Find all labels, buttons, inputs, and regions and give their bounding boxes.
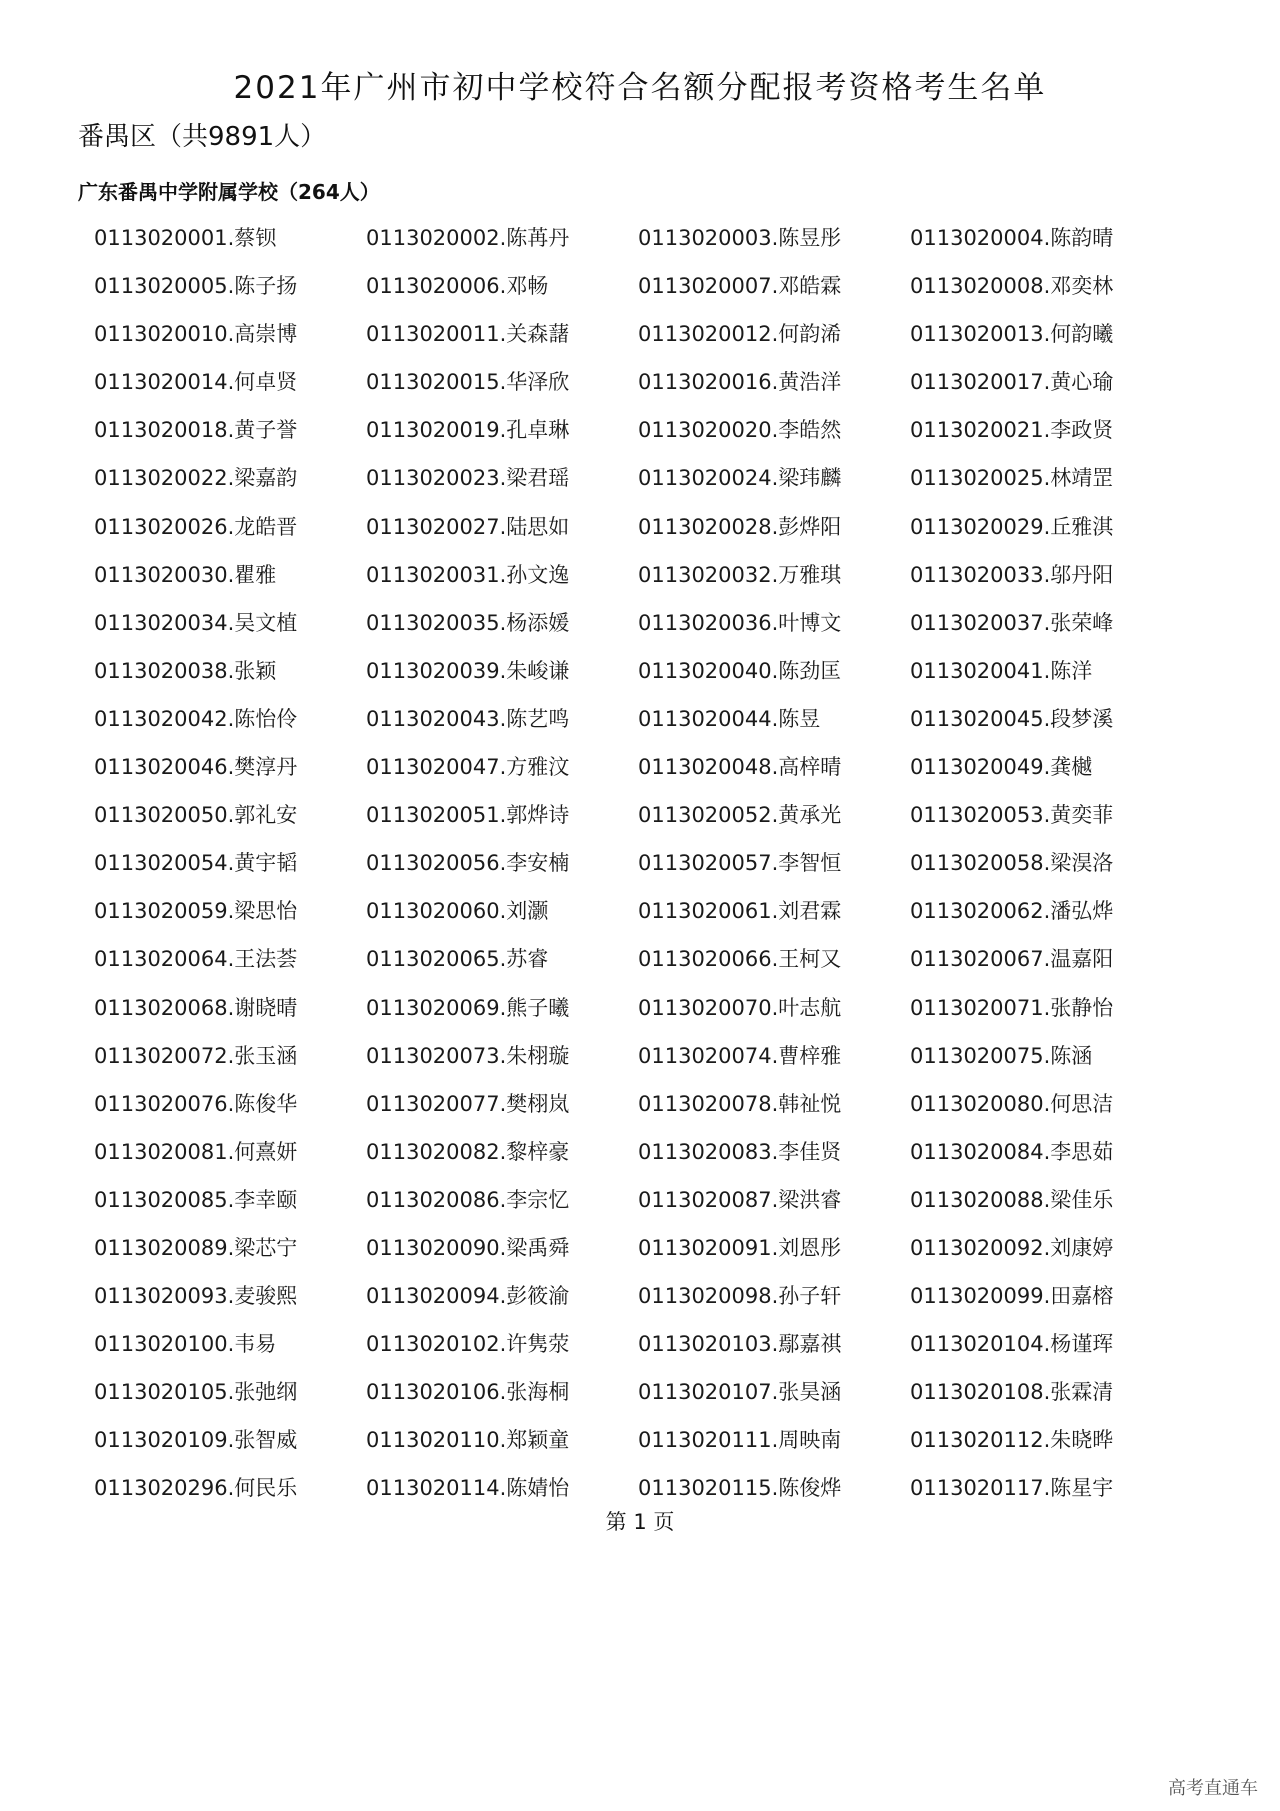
student-entry: 0113020083.李佳贤 — [638, 1139, 842, 1164]
student-entry: 0113020074.曹梓雅 — [638, 1043, 842, 1068]
student-entry: 0113020087.梁洪睿 — [638, 1187, 842, 1212]
student-entry: 0113020026.龙皓晋 — [94, 514, 298, 539]
student-entry: 0113020010.高崇博 — [94, 322, 298, 347]
student-entry: 0113020109.张智威 — [94, 1428, 298, 1453]
student-entry: 0113020080.何思洁 — [910, 1091, 1114, 1116]
student-entry: 0113020046.樊淳丹 — [94, 755, 298, 780]
student-entry: 0113020033.邬丹阳 — [910, 562, 1114, 587]
student-entry: 0113020093.麦骏熙 — [94, 1284, 298, 1309]
student-entry: 0113020064.王法荟 — [94, 947, 298, 972]
district-heading: 番禺区（共9891人） — [78, 122, 327, 152]
student-entry: 0113020045.段梦溪 — [910, 706, 1114, 731]
document-title: 2021年广州市初中学校符合名额分配报考资格考生名单 — [233, 70, 1047, 106]
student-entry: 0113020061.刘君霖 — [638, 899, 842, 924]
student-entry: 0113020077.樊栩岚 — [366, 1091, 570, 1116]
student-entry: 0113020008.邓奕林 — [910, 274, 1114, 299]
student-entry: 0113020020.李皓然 — [638, 418, 842, 443]
student-entry: 0113020078.韩祉悦 — [638, 1091, 842, 1116]
student-entry: 0113020025.林靖罡 — [910, 466, 1114, 491]
student-entry: 0113020031.孙文逸 — [366, 562, 570, 587]
student-entry: 0113020060.刘灏 — [366, 899, 549, 924]
student-entry: 0113020062.潘弘烨 — [910, 899, 1114, 924]
student-entry: 0113020052.黄承光 — [638, 803, 842, 828]
student-entry: 0113020015.华泽欣 — [366, 370, 570, 395]
student-entry: 0113020023.梁君瑶 — [366, 466, 570, 491]
student-entry: 0113020053.黄奕菲 — [910, 803, 1114, 828]
student-entry: 0113020001.蔡钡 — [94, 226, 277, 250]
student-entry: 0113020044.陈昱 — [638, 706, 821, 731]
student-entry: 0113020013.何韵曦 — [910, 322, 1114, 347]
student-entry: 0113020111.周映南 — [638, 1428, 842, 1453]
student-entry: 0113020071.张静怡 — [910, 995, 1114, 1020]
student-entry: 0113020114.陈婧怡 — [366, 1476, 570, 1501]
student-entry: 0113020086.李宗忆 — [366, 1187, 570, 1212]
student-entry: 0113020018.黄子誉 — [94, 418, 298, 443]
student-entry: 0113020050.郭礼安 — [94, 803, 298, 828]
watermark-text: 高考直通车 — [1168, 1778, 1258, 1799]
student-entry: 0113020094.彭筱渝 — [366, 1284, 570, 1309]
school-heading: 广东番禺中学附属学校（264人） — [78, 180, 380, 204]
student-entry: 0113020004.陈韵晴 — [910, 226, 1114, 250]
student-entry: 0113020104.杨谨珲 — [910, 1332, 1114, 1357]
student-entry: 0113020075.陈涵 — [910, 1043, 1093, 1068]
student-entry: 0113020048.高梓晴 — [638, 755, 842, 780]
student-entry: 0113020073.朱栩璇 — [366, 1043, 570, 1068]
student-entry: 0113020084.李思茹 — [910, 1139, 1114, 1164]
student-entry: 0113020100.韦易 — [94, 1332, 277, 1357]
student-list — [94, 214, 1214, 1513]
student-entry: 0113020012.何韵浠 — [638, 322, 842, 347]
student-entry: 0113020003.陈昱彤 — [638, 226, 842, 250]
student-entry: 0113020011.关森藷 — [366, 322, 570, 347]
student-entry: 0113020067.温嘉阳 — [910, 947, 1114, 972]
page-number: 第 1 页 — [605, 1510, 675, 1534]
student-entry: 0113020027.陆思如 — [366, 514, 570, 539]
student-entry: 0113020098.孙子轩 — [638, 1284, 842, 1309]
student-entry: 0113020028.彭烨阳 — [638, 514, 842, 539]
student-entry: 0113020115.陈俊烨 — [638, 1476, 842, 1501]
student-entry: 0113020039.朱峻谦 — [366, 658, 570, 683]
student-entry: 0113020072.张玉涵 — [94, 1043, 298, 1068]
student-entry: 0113020029.丘雅淇 — [910, 514, 1114, 539]
student-entry: 0113020090.梁禹舜 — [366, 1235, 570, 1260]
student-entry: 0113020105.张弛纲 — [94, 1380, 298, 1405]
student-entry: 0113020058.梁淏洛 — [910, 851, 1114, 876]
student-entry: 0113020069.熊子曦 — [366, 995, 570, 1020]
student-entry: 0113020089.梁芯宁 — [94, 1235, 298, 1260]
student-entry: 0113020005.陈子扬 — [94, 274, 298, 299]
student-entry: 0113020296.何民乐 — [94, 1476, 298, 1501]
student-entry: 0113020017.黄心瑜 — [910, 370, 1114, 395]
student-entry: 0113020076.陈俊华 — [94, 1091, 298, 1116]
student-entry: 0113020038.张颖 — [94, 658, 277, 683]
student-entry: 0113020037.张荣峰 — [910, 610, 1114, 635]
student-entry: 0113020057.李智恒 — [638, 851, 842, 876]
student-entry: 0113020088.梁佳乐 — [910, 1187, 1114, 1212]
student-entry: 0113020047.方雅汶 — [366, 755, 570, 780]
student-entry: 0113020049.龚樾 — [910, 755, 1093, 780]
student-entry: 0113020070.叶志航 — [638, 995, 842, 1020]
student-entry: 0113020021.李政贤 — [910, 418, 1114, 443]
student-entry: 0113020082.黎梓豪 — [366, 1139, 570, 1164]
student-entry: 0113020007.邓皓霖 — [638, 274, 842, 299]
student-entry: 0113020022.梁嘉韵 — [94, 466, 298, 491]
student-entry: 0113020036.叶博文 — [638, 610, 842, 635]
student-entry: 0113020108.张霖清 — [910, 1380, 1114, 1405]
student-entry: 0113020081.何熹妍 — [94, 1139, 298, 1164]
student-entry: 0113020091.刘恩彤 — [638, 1235, 842, 1260]
student-entry: 0113020035.杨添媛 — [366, 610, 570, 635]
student-entry: 0113020066.王柯又 — [638, 947, 842, 972]
student-entry: 0113020068.谢晓晴 — [94, 995, 298, 1020]
student-entry: 0113020065.苏睿 — [366, 947, 549, 972]
student-entry: 0113020117.陈星宇 — [910, 1476, 1114, 1501]
student-entry: 0113020056.李安楠 — [366, 851, 570, 876]
student-entry: 0113020106.张海桐 — [366, 1380, 570, 1405]
student-entry: 0113020103.鄢嘉祺 — [638, 1332, 842, 1357]
student-entry: 0113020019.孔卓琳 — [366, 418, 570, 443]
student-entry: 0113020059.梁思怡 — [94, 899, 298, 924]
student-entry: 0113020014.何卓贤 — [94, 370, 298, 395]
student-entry: 0113020016.黄浩洋 — [638, 370, 842, 395]
student-entry: 0113020006.邓畅 — [366, 274, 549, 299]
student-entry: 0113020099.田嘉榕 — [910, 1284, 1114, 1309]
student-entry: 0113020102.许隽荥 — [366, 1332, 570, 1357]
student-entry: 0113020043.陈艺鸣 — [366, 706, 570, 731]
student-entry: 0113020085.李幸颐 — [94, 1187, 298, 1212]
student-entry: 0113020042.陈怡伶 — [94, 706, 298, 731]
student-entry: 0113020112.朱晓晔 — [910, 1428, 1114, 1453]
student-entry: 0113020024.梁玮麟 — [638, 466, 842, 491]
student-entry: 0113020051.郭烨诗 — [366, 803, 570, 828]
student-entry: 0113020110.郑颖童 — [366, 1428, 570, 1453]
student-entry: 0113020030.瞿雅 — [94, 562, 277, 587]
student-entry: 0113020041.陈洋 — [910, 658, 1093, 683]
student-entry: 0113020107.张昊涵 — [638, 1380, 842, 1405]
student-entry: 0113020054.黄宇韬 — [94, 851, 298, 876]
student-entry: 0113020034.吴文植 — [94, 610, 298, 635]
student-entry: 0113020040.陈劲匡 — [638, 658, 842, 683]
student-entry: 0113020002.陈苒丹 — [366, 226, 570, 250]
student-entry: 0113020092.刘康婷 — [910, 1235, 1114, 1260]
student-entry: 0113020032.万雅琪 — [638, 562, 842, 587]
